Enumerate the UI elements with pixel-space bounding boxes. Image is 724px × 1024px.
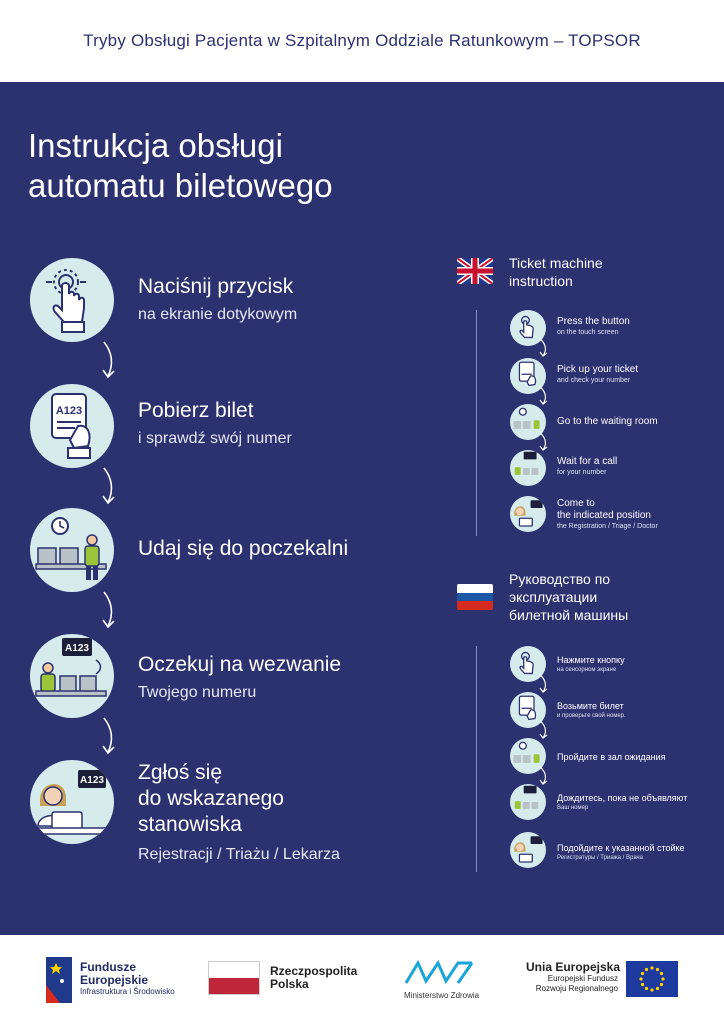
step-arrow-icon	[100, 716, 120, 758]
ru-step-4	[510, 784, 710, 824]
step4-subtitle: Twojego numeru	[138, 684, 257, 701]
step-arrow-icon	[100, 466, 120, 508]
en-step-5	[510, 496, 710, 544]
small-arrow-icon	[538, 674, 550, 694]
svg-text:A123: A123	[65, 643, 89, 654]
ru-step3-title: Пройдите в зал ожидания	[557, 752, 666, 762]
ru-step1-sub: на сенсорном экране	[557, 667, 617, 673]
ticket-code-label: A123	[55, 405, 83, 417]
step5-subtitle: Rejestracji / Triażu / Lekarza	[138, 846, 340, 863]
step4-title: Oczekuj na wezwanie	[138, 653, 342, 676]
english-title-line1: Ticket machine	[509, 255, 603, 271]
step-press-button	[30, 258, 430, 344]
fundusze-europejskie-logo	[46, 957, 196, 1001]
en-step4-title: Wait for a call	[557, 456, 618, 467]
desk-person-icon	[510, 832, 546, 868]
english-title	[509, 254, 603, 290]
step-arrow-icon	[100, 590, 120, 632]
ticket-hand-icon	[30, 384, 114, 468]
fe-line3: Infrastruktura i Środowisko	[80, 987, 175, 996]
en-step5-sub: the Registration / Triage / Doctor	[557, 523, 658, 530]
step3-title: Udaj się do poczekalni	[138, 537, 349, 560]
ue-line3: Rozwoju Regionalnego	[535, 984, 618, 993]
ue-line2: Europejski Fundusz	[547, 974, 618, 983]
mz-logo-icon	[404, 957, 474, 987]
step5-title-line2: do wskazanego	[138, 787, 284, 810]
en-step4-sub: for your number	[557, 469, 607, 476]
step2-subtitle: i sprawdź swój numer	[138, 430, 292, 447]
small-arrow-icon	[538, 766, 550, 786]
step2-title: Pobierz bilet	[138, 399, 254, 422]
header-title: Tryby Obsługi Pacjenta w Szpitalnym Oddziale Ratunkowym – TOPSOR	[83, 31, 641, 50]
en-step1-title: Press the button	[557, 316, 630, 327]
step5-title-line3: stanowiska	[138, 813, 242, 836]
fe-logo-icon	[46, 957, 72, 1003]
ru-step1-title: Нажмите кнопку	[557, 655, 625, 665]
ru-step2-title: Возьмите билет	[557, 701, 624, 711]
step-waiting-room	[30, 508, 430, 594]
waiting-call-icon	[30, 634, 114, 718]
step1-title: Naciśnij przycisk	[138, 275, 294, 298]
svg-text:A123: A123	[80, 775, 104, 786]
ru-step5-sub: Регистратуры / Триажа / Врача	[557, 855, 644, 861]
uk-flag-icon	[457, 258, 493, 284]
rzeczpospolita-polska-logo	[208, 957, 368, 1001]
step-arrow-icon	[100, 340, 120, 382]
ru-step-5	[510, 832, 710, 872]
russia-flag-icon	[457, 584, 493, 610]
english-title-line2: instruction	[509, 273, 573, 289]
ue-line1: Unia Europejska	[526, 960, 621, 974]
small-arrow-icon	[538, 432, 550, 452]
en-step3-title: Go to the waiting room	[557, 416, 658, 427]
poland-flag-icon	[208, 961, 260, 995]
mz-label: Ministerstwo Zdrowia	[404, 991, 480, 1000]
waiting-room-icon	[30, 508, 114, 592]
ru-step2-sub: и проверьте свой номер.	[557, 713, 626, 719]
en-step-4	[510, 450, 710, 490]
russian-title-line2: эксплуатации	[509, 589, 598, 605]
step1-subtitle: na ekranie dotykowym	[138, 306, 298, 323]
ru-step5-title: Подойдите к указанной стойке	[557, 843, 685, 853]
fe-line2: Europejskie	[80, 973, 149, 987]
step-wait-call	[30, 634, 430, 720]
en-step5-title-line2: the indicated position	[557, 510, 651, 521]
en-step1-sub: on the touch screen	[557, 329, 619, 336]
step-pick-ticket	[30, 384, 430, 470]
en-step5-title-line1: Come to	[557, 498, 595, 509]
eu-flag-icon	[626, 961, 678, 997]
small-arrow-icon	[538, 720, 550, 740]
english-divider	[476, 310, 477, 536]
ru-step4-title: Дождитесь, пока не объявляют	[557, 793, 688, 803]
russian-divider	[476, 646, 477, 872]
small-arrow-icon	[538, 386, 550, 406]
waiting-call-icon	[510, 784, 546, 820]
document-header	[0, 0, 724, 82]
touch-hand-icon	[30, 258, 114, 342]
russian-title-line3: билетной машины	[509, 607, 629, 623]
fe-line1: Fundusze	[80, 960, 136, 974]
main-title-line1: Instrukcja obsługi	[28, 127, 283, 164]
small-arrow-icon	[538, 338, 550, 358]
waiting-call-icon	[510, 450, 546, 486]
funding-footer	[0, 935, 724, 1024]
rp-line2: Polska	[270, 977, 309, 991]
ru-step4-sub: Ваш номер	[557, 805, 589, 811]
main-title-line2: automatu biletowego	[28, 167, 333, 204]
step5-title-line1: Zgłoś się	[138, 761, 223, 784]
en-step2-title: Pick up your ticket	[557, 364, 639, 375]
main-title	[28, 126, 333, 206]
desk-person-icon	[510, 496, 546, 532]
unia-europejska-logo	[526, 957, 686, 1001]
desk-person-icon	[30, 760, 114, 844]
russian-title-line1: Руководство по	[509, 571, 611, 587]
en-step2-sub: and check your number	[557, 377, 631, 384]
rp-line1: Rzeczpospolita	[270, 964, 358, 978]
instruction-panel	[0, 82, 724, 935]
ministerstwo-zdrowia-logo	[400, 957, 490, 1001]
step-go-to-desk	[30, 760, 430, 870]
russian-title	[509, 570, 628, 624]
